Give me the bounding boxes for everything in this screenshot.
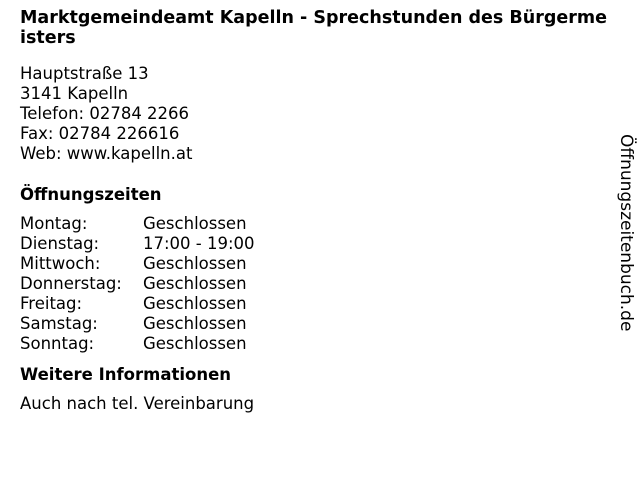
hours-value: Geschlossen	[143, 294, 247, 313]
postal-city: 3141 Kapelln	[20, 84, 129, 103]
watermark-container	[614, 134, 640, 362]
opening-hours-heading: Öffnungszeiten	[20, 185, 162, 204]
further-info-text: Auch nach tel. Vereinbarung	[20, 394, 255, 413]
hours-row-tuesday	[20, 234, 608, 254]
page-title: Marktgemeindeamt Kapelln - Sprechstunden des Bürgermeisters	[20, 8, 607, 48]
day-label: Dienstag:	[20, 234, 100, 253]
hours-value: Geschlossen	[143, 314, 247, 333]
website: Web: www.kapelln.at	[20, 144, 193, 163]
hours-row-friday	[20, 294, 608, 314]
day-label: Sonntag:	[20, 334, 95, 353]
day-label: Mittwoch:	[20, 254, 101, 273]
hours-value: 17:00 - 19:00	[143, 234, 255, 253]
hours-value: Geschlossen	[143, 274, 247, 293]
hours-value: Geschlossen	[143, 214, 247, 233]
hours-row-wednesday	[20, 254, 608, 274]
hours-row-saturday	[20, 314, 608, 334]
hours-row-thursday	[20, 274, 608, 294]
hours-row-monday	[20, 214, 608, 234]
phone-number: Telefon: 02784 2266	[20, 104, 190, 123]
opening-hours-table	[20, 214, 608, 354]
day-label: Montag:	[20, 214, 88, 233]
listing-card	[20, 8, 608, 414]
hours-value: Geschlossen	[143, 254, 247, 273]
street-address: Hauptstraße 13	[20, 64, 149, 83]
watermark-label: Öffnungszeitenbuch.de	[616, 134, 636, 332]
hours-value: Geschlossen	[143, 334, 247, 353]
further-info-heading: Weitere Informationen	[20, 365, 232, 384]
day-label: Donnerstag:	[20, 274, 122, 293]
hours-row-sunday	[20, 334, 608, 354]
day-label: Freitag:	[20, 294, 83, 313]
address-block	[20, 64, 608, 164]
day-label: Samstag:	[20, 314, 98, 333]
fax-number: Fax: 02784 226616	[20, 124, 180, 143]
